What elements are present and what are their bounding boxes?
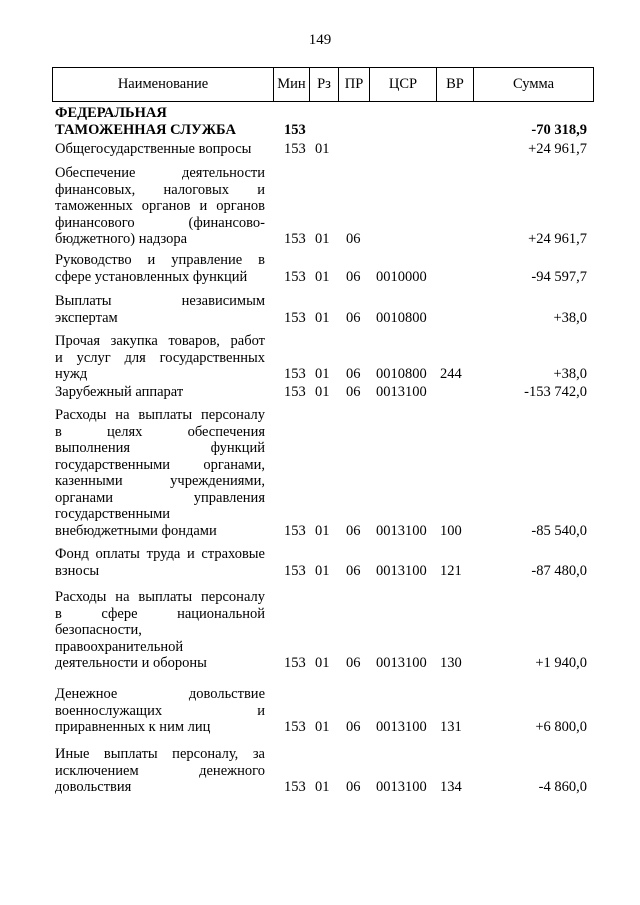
row-min: 153 <box>284 384 306 400</box>
row-name <box>55 746 265 796</box>
row-name <box>55 252 265 285</box>
row-name <box>55 407 265 539</box>
row-name-line: исключением денежного <box>55 762 265 779</box>
row-name <box>55 293 265 326</box>
row-name-line: приравненных к ним лиц <box>55 719 211 735</box>
row-name-line: внебюджетными фондами <box>55 522 217 539</box>
row-name-line: финансовых, налоговых и <box>55 181 265 198</box>
row-vr: 121 <box>440 562 462 579</box>
row-name-line: Прочая закупка товаров, работ <box>55 333 265 349</box>
row-sum: +24 961,7 <box>528 231 587 247</box>
row-pr: 06 <box>346 522 361 539</box>
row-rz: 01 <box>315 779 330 795</box>
row-vr: 134 <box>440 779 462 795</box>
header-csr: ЦСР <box>370 68 437 102</box>
row-pr: 06 <box>346 655 361 671</box>
row-sum: -85 540,0 <box>531 522 587 539</box>
row-pr: 06 <box>346 268 361 285</box>
row-min: 153 <box>284 141 306 157</box>
row-name-line: военнослужащих и <box>55 702 265 719</box>
row-csr: 0010800 <box>376 366 427 382</box>
row-sum: -70 318,9 <box>531 121 587 138</box>
row-pr: 06 <box>346 309 361 326</box>
row-min: 153 <box>284 719 306 735</box>
row-sum: +24 961,7 <box>528 141 587 157</box>
row-name <box>55 333 265 383</box>
row-pr: 06 <box>346 231 361 247</box>
row-csr: 0013100 <box>376 522 427 539</box>
row-vr: 244 <box>440 366 462 382</box>
row-rz: 01 <box>315 719 330 735</box>
row-rz: 01 <box>315 141 330 157</box>
row-vr: 100 <box>440 522 462 539</box>
row-rz: 01 <box>315 384 330 400</box>
row-name-line: ТАМОЖЕННАЯ СЛУЖБА <box>55 121 236 138</box>
row-pr: 06 <box>346 719 361 735</box>
row-name <box>55 546 265 579</box>
row-name-line: бюджетного) надзора <box>55 231 188 247</box>
row-name <box>55 686 265 736</box>
row-name-line: Общегосударственные вопросы <box>55 141 252 157</box>
row-min: 153 <box>284 562 306 579</box>
row-name-line: ФЕДЕРАЛЬНАЯ <box>55 105 167 121</box>
row-name-line: таможенных органов и органов <box>55 198 265 214</box>
row-name-line: Зарубежный аппарат <box>55 384 184 400</box>
page-number: 149 <box>308 32 332 48</box>
row-sum: +6 800,0 <box>535 719 587 735</box>
row-pr: 06 <box>346 562 361 579</box>
row-sum: -94 597,7 <box>531 268 587 285</box>
row-min: 153 <box>284 268 306 285</box>
row-rz: 01 <box>315 309 330 326</box>
row-name <box>55 589 265 672</box>
header-rz: Рз <box>310 68 339 102</box>
row-sum: +38,0 <box>553 309 587 326</box>
row-name-line: довольствия <box>55 779 132 795</box>
row-sum: -4 860,0 <box>538 779 587 795</box>
row-name-line: государственными органами, <box>55 456 265 473</box>
row-min: 153 <box>284 309 306 326</box>
row-name-line: безопасности, <box>55 622 142 638</box>
row-vr: 131 <box>440 719 462 735</box>
row-name <box>55 105 265 138</box>
row-name-line: выполнения функций <box>55 440 265 456</box>
row-csr: 0013100 <box>376 779 427 795</box>
row-name <box>55 165 265 248</box>
row-csr: 0010800 <box>376 309 427 326</box>
row-rz: 01 <box>315 562 330 579</box>
row-name-line: финансового (финансово- <box>55 214 265 231</box>
row-rz: 01 <box>315 366 330 382</box>
row-sum: +1 940,0 <box>535 655 587 671</box>
row-sum: +38,0 <box>553 366 587 382</box>
row-name-line: Фонд оплаты труда и страховые <box>55 546 265 562</box>
row-name <box>55 384 265 401</box>
row-name-line: сфере установленных функций <box>55 268 248 285</box>
row-name-line: нужд <box>55 366 88 382</box>
row-name-line: экспертам <box>55 309 118 326</box>
row-csr: 0010000 <box>376 268 427 285</box>
row-name-line: правоохранительной <box>55 638 184 655</box>
header-sum: Сумма <box>474 68 594 102</box>
row-min: 153 <box>284 522 306 539</box>
row-vr: 130 <box>440 655 462 671</box>
row-name-line: и услуг для государственных <box>55 349 265 366</box>
row-name-line: в сфере национальной <box>55 605 265 622</box>
row-rz: 01 <box>315 522 330 539</box>
row-name-line: Обеспечение деятельности <box>55 165 265 181</box>
row-csr: 0013100 <box>376 719 427 735</box>
row-csr: 0013100 <box>376 384 427 400</box>
row-name-line: государственными <box>55 506 171 522</box>
header-vr: ВР <box>437 68 474 102</box>
row-pr: 06 <box>346 779 361 795</box>
row-rz: 01 <box>315 655 330 671</box>
row-name-line: в целях обеспечения <box>55 423 265 440</box>
row-rz: 01 <box>315 268 330 285</box>
row-name-line: взносы <box>55 562 100 579</box>
row-name-line: деятельности и обороны <box>55 655 207 671</box>
row-name-line: Расходы на выплаты персоналу <box>55 589 265 605</box>
row-name-line: Денежное довольствие <box>55 686 265 702</box>
row-csr: 0013100 <box>376 655 427 671</box>
row-min: 153 <box>284 366 306 382</box>
table-header <box>52 67 594 102</box>
row-name-line: казенными учреждениями, <box>55 473 265 489</box>
row-name-line: Выплаты независимым <box>55 293 265 309</box>
row-csr: 0013100 <box>376 562 427 579</box>
row-pr: 06 <box>346 384 361 400</box>
row-name-line: Расходы на выплаты персоналу <box>55 407 265 423</box>
header-pr: ПР <box>339 68 370 102</box>
row-sum: -153 742,0 <box>524 384 587 400</box>
row-name-line: органами управления <box>55 489 265 506</box>
row-min: 153 <box>284 231 306 247</box>
header-min: Мин <box>274 68 310 102</box>
row-name <box>55 141 265 158</box>
row-min: 153 <box>284 655 306 671</box>
row-name-line: Руководство и управление в <box>55 252 265 268</box>
row-rz: 01 <box>315 231 330 247</box>
row-sum: -87 480,0 <box>531 562 587 579</box>
row-name-line: Иные выплаты персоналу, за <box>55 746 265 762</box>
row-pr: 06 <box>346 366 361 382</box>
row-min: 153 <box>284 121 306 138</box>
header-name: Наименование <box>53 68 274 102</box>
row-min: 153 <box>284 779 306 795</box>
